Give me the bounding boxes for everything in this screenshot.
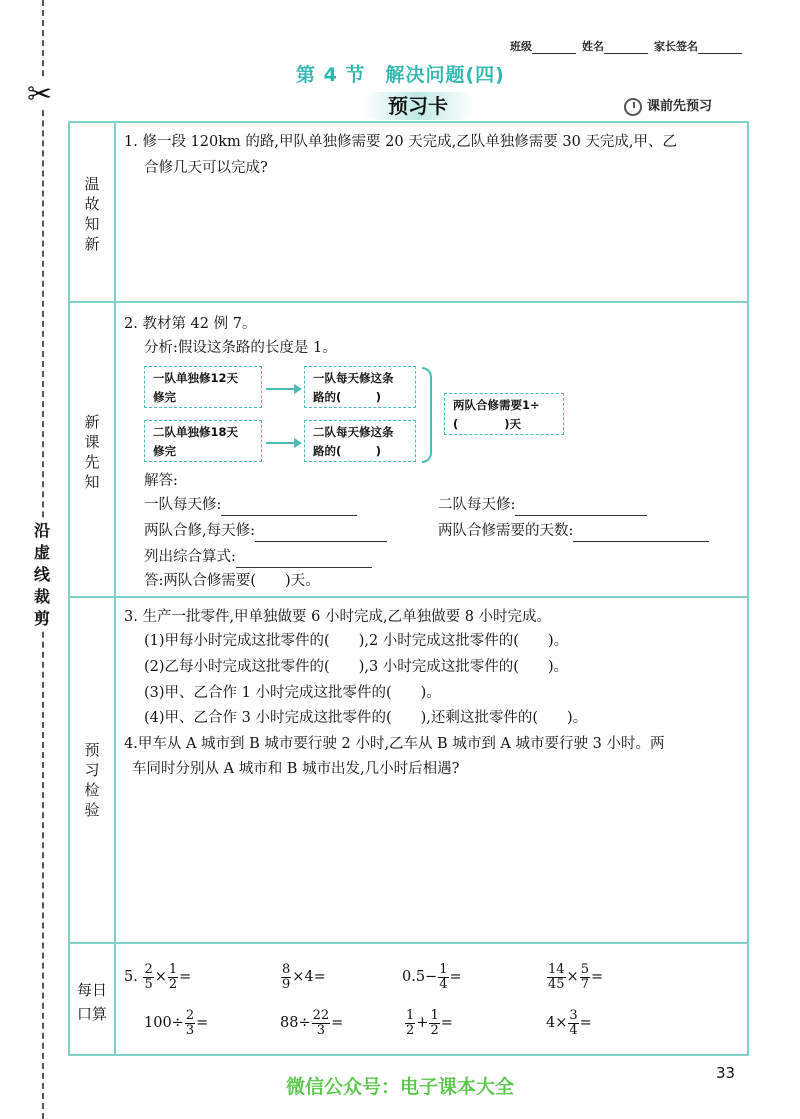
fraction bbox=[405, 1009, 415, 1038]
expression-tail: ×4= bbox=[292, 969, 326, 985]
name-blank[interactable] bbox=[604, 41, 648, 54]
question-1-line-1: 1. 修一段 120km 的路,甲队单独修需要 20 天完成,乙队单独修需要 30 天完成,甲、乙 bbox=[124, 134, 678, 150]
expression-head: 100÷ bbox=[144, 1015, 184, 1031]
equals-sign: = bbox=[440, 1015, 453, 1031]
preview-tag bbox=[624, 95, 712, 116]
name-field[interactable] bbox=[582, 38, 648, 54]
section-label-new-lesson: 新 课 先 知 bbox=[84, 413, 100, 491]
question-4-line-1: 4.甲车从 A 城市到 B 城市要行驶 2 小时,乙车从 B 城市到 A 城市要行驶 3 小时。两 bbox=[124, 736, 665, 752]
denominator: 3 bbox=[185, 1022, 195, 1038]
numerator: 22 bbox=[312, 1007, 330, 1023]
math-expression-1 bbox=[124, 962, 191, 992]
equals-sign: = bbox=[196, 1015, 209, 1031]
fraction bbox=[185, 1009, 195, 1038]
row-divider bbox=[68, 301, 749, 303]
column-divider bbox=[114, 121, 116, 1056]
equals-sign: = bbox=[331, 1015, 344, 1031]
page-number: 33 bbox=[716, 1064, 736, 1082]
numerator: 1 bbox=[406, 1007, 415, 1023]
name-label: 姓名 bbox=[582, 40, 604, 53]
diagram-box-combined: 两队合修需要1÷ ( )天 bbox=[444, 393, 564, 435]
fraction bbox=[580, 963, 590, 992]
section-title: 第 4 节 解决问题(四) bbox=[296, 64, 505, 86]
question-2: 2. 教材第 42 例 7。 bbox=[124, 316, 257, 332]
question-3: 3. 生产一批零件,甲单独做要 6 小时完成,乙单独做要 8 小时完成。 bbox=[124, 609, 552, 625]
denominator: 5 bbox=[144, 976, 153, 992]
both-daily-row bbox=[144, 520, 387, 542]
expression-head: 0.5− bbox=[402, 969, 438, 985]
math-expression-4 bbox=[546, 962, 603, 992]
question-4-line-2: 车同时分别从 A 城市和 B 城市出发,几小时后相遇? bbox=[132, 761, 460, 777]
parent-sign-label: 家长签名 bbox=[654, 40, 698, 53]
denominator: 4 bbox=[439, 976, 448, 992]
denominator: 2 bbox=[430, 1022, 439, 1038]
equals-sign: = bbox=[179, 969, 192, 985]
operator: × bbox=[566, 969, 579, 985]
diagram-box-team1-daily: 一队每天修这条 路的( ) bbox=[304, 366, 416, 408]
equals-sign: = bbox=[590, 969, 604, 985]
card-title: 预习卡 bbox=[362, 92, 474, 120]
team1-daily-label: 一队每天修: bbox=[144, 497, 222, 513]
fraction bbox=[312, 1009, 331, 1038]
expression-head: 88÷ bbox=[280, 1015, 311, 1031]
fraction bbox=[281, 963, 291, 992]
operator: + bbox=[416, 1015, 429, 1031]
class-blank[interactable] bbox=[532, 41, 576, 54]
question-3-part-3: (3)甲、乙合作 1 小时完成这批零件的( )。 bbox=[144, 685, 441, 701]
numerator: 8 bbox=[282, 961, 291, 977]
denominator: 3 bbox=[316, 1022, 326, 1038]
brace-connector bbox=[422, 367, 432, 463]
class-label: 班级 bbox=[510, 40, 532, 53]
operator: × bbox=[154, 969, 167, 985]
class-field[interactable] bbox=[510, 38, 576, 54]
fraction bbox=[143, 963, 153, 992]
solve-label: 解答: bbox=[144, 473, 178, 489]
team1-daily-row bbox=[144, 494, 357, 516]
formula-row bbox=[144, 546, 372, 568]
answer-line: 答:两队合修需要( )天。 bbox=[144, 573, 320, 589]
question-3-part-2: (2)乙每小时完成这批零件的( ),3 小时完成这批零件的( )。 bbox=[144, 659, 569, 675]
numerator: 3 bbox=[569, 1007, 578, 1023]
denominator: 7 bbox=[580, 976, 589, 992]
section-label-check: 预 习 检 验 bbox=[84, 741, 100, 819]
both-daily-blank[interactable] bbox=[255, 525, 387, 542]
team2-daily-row bbox=[438, 494, 647, 516]
team2-daily-label: 二队每天修: bbox=[438, 497, 516, 513]
math-expression-7 bbox=[404, 1008, 453, 1038]
scissors-icon: ✂ bbox=[27, 77, 53, 112]
row-divider bbox=[68, 596, 749, 598]
numerator: 1 bbox=[430, 1007, 439, 1023]
question-1-line-2: 合修几天可以完成? bbox=[144, 160, 268, 176]
question-5-number: 5. bbox=[124, 969, 138, 985]
diagram-box-team1-total: 一队单独修12天 修完 bbox=[144, 366, 262, 408]
formula-blank[interactable] bbox=[236, 551, 372, 568]
denominator: 2 bbox=[406, 1022, 415, 1038]
both-days-label: 两队合修需要的天数: bbox=[438, 523, 574, 539]
diagram-box-team2-daily: 二队每天修这条 路的( ) bbox=[304, 420, 416, 462]
formula-label: 列出综合算式: bbox=[144, 549, 236, 565]
math-expression-8 bbox=[546, 1008, 592, 1038]
cut-instruction: 沿 虚 线 裁 剪 bbox=[28, 520, 56, 630]
fraction bbox=[547, 963, 566, 992]
math-expression-6 bbox=[280, 1008, 343, 1038]
section-label-review: 温 故 知 新 bbox=[84, 175, 100, 253]
numerator: 2 bbox=[144, 961, 153, 977]
arrow-icon bbox=[266, 442, 300, 444]
math-expression-2 bbox=[280, 962, 326, 992]
numerator: 1 bbox=[439, 961, 448, 977]
denominator: 9 bbox=[282, 976, 291, 992]
arrow-icon bbox=[266, 388, 300, 390]
team1-daily-blank[interactable] bbox=[221, 499, 357, 516]
denominator: 4 bbox=[569, 1022, 578, 1038]
diagram-box-team2-total: 二队单独修18天 修完 bbox=[144, 420, 262, 462]
numerator: 5 bbox=[580, 961, 589, 977]
numerator: 14 bbox=[548, 961, 565, 977]
fraction bbox=[568, 1009, 578, 1038]
expression-head: 4× bbox=[546, 1015, 568, 1031]
both-daily-label: 两队合修,每天修: bbox=[144, 523, 255, 539]
alarm-clock-icon bbox=[624, 98, 642, 116]
fraction bbox=[168, 963, 178, 992]
fraction bbox=[429, 1009, 439, 1038]
parent-sign-blank[interactable] bbox=[698, 41, 742, 54]
both-days-row bbox=[438, 520, 709, 542]
math-expression-3 bbox=[402, 962, 462, 992]
analysis-text: 分析:假设这条路的长度是 1。 bbox=[144, 340, 337, 356]
team2-daily-blank[interactable] bbox=[515, 499, 647, 516]
fraction bbox=[438, 963, 448, 992]
question-3-part-1: (1)甲每小时完成这批零件的( ),2 小时完成这批零件的( )。 bbox=[144, 633, 569, 649]
parent-sign-field[interactable] bbox=[654, 38, 742, 54]
equals-sign: = bbox=[449, 969, 462, 985]
denominator: 45 bbox=[548, 976, 565, 992]
equals-sign: = bbox=[579, 1015, 592, 1031]
numerator: 2 bbox=[185, 1007, 195, 1023]
math-expression-5 bbox=[144, 1008, 208, 1038]
denominator: 2 bbox=[168, 976, 178, 992]
both-days-blank[interactable] bbox=[573, 525, 709, 542]
row-divider bbox=[68, 942, 749, 944]
numerator: 1 bbox=[168, 961, 178, 977]
footer-watermark: 微信公众号：电子课本大全 bbox=[285, 1076, 514, 1098]
section-label-mental-math: 每日 口算 bbox=[76, 981, 107, 1023]
preview-label: 课前先预习 bbox=[647, 99, 713, 114]
question-3-part-4: (4)甲、乙合作 3 小时完成这批零件的( ),还剩这批零件的( )。 bbox=[144, 710, 588, 726]
